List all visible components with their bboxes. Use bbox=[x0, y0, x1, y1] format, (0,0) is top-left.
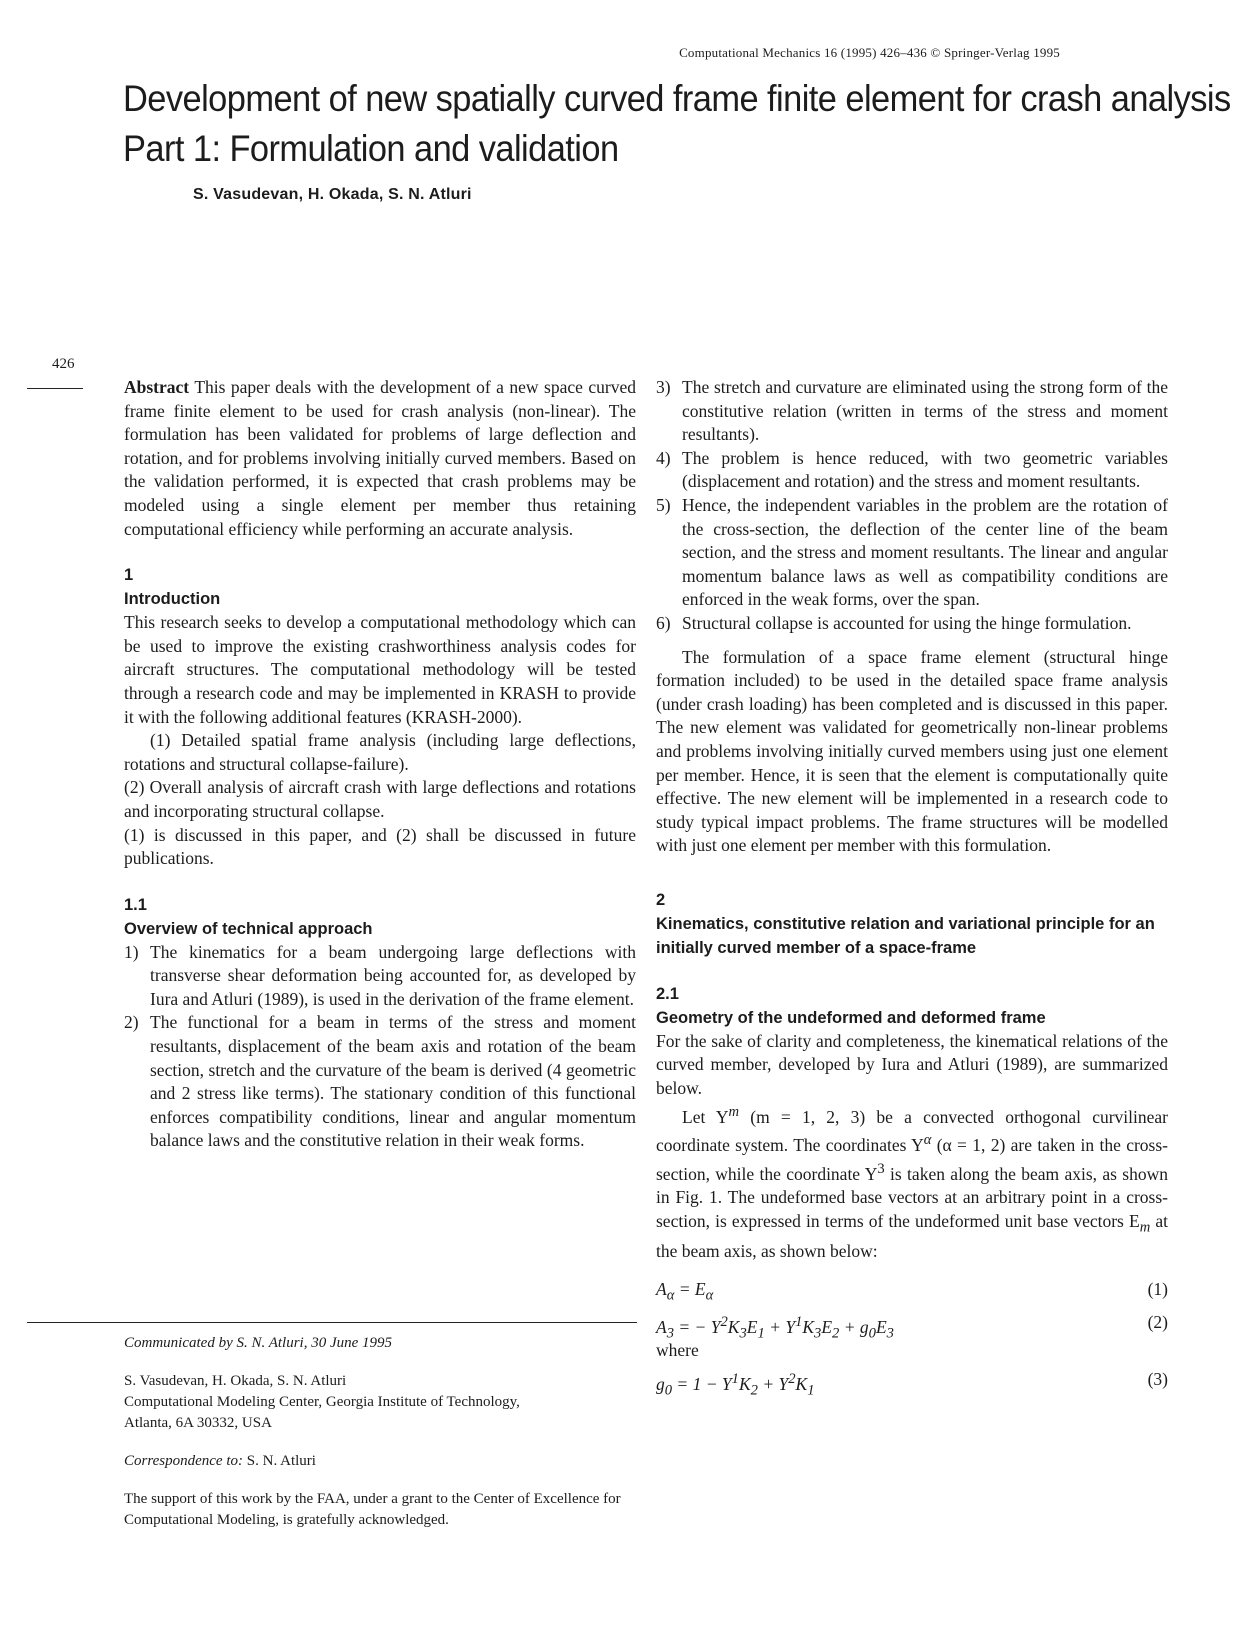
equation-1: $A_\alpha = E_\alpha$ (1) bbox=[656, 1273, 1168, 1306]
list-item: 6) Structural collapse is accounted for using the hinge formulation. bbox=[656, 612, 1132, 633]
equation-3: $g_0 = 1 - Y^1K_2 + Y^2K_1$ (3) bbox=[656, 1363, 1168, 1396]
title-line-2: Part 1: Formulation and validation bbox=[123, 128, 619, 169]
equation-number: (2) bbox=[1147, 1312, 1168, 1333]
list-item: 3) The stretch and curvature are eliminated using the strong form of the constitutive relation (written in terms of the stress and moment resultants). bbox=[656, 377, 1168, 445]
support-acknowledgement: The support of this work by the FAA, under a grant to the Center of Excellence for Computational Modeling, is gratefully acknowledged. bbox=[124, 1491, 621, 1528]
footnotes bbox=[124, 1333, 636, 1531]
section-2-1-title: Geometry of the undeformed and deformed frame bbox=[656, 1008, 1046, 1027]
geometry-paragraph-2: Let $Y^m$ (m = 1, 2, 3) be a convected orthogonal curvilinear coordinate system. The coordinates $Y^\alpha$ (α = 1, 2) are taken in the cross-section, while the coordinate $Y^3$ is taken along the beam axis, as shown in Fig. 1. The undeformed base vectors at an arbitrary point in a cross-section, is expressed in terms of the undeformed unit base vectors $E_m$ at the beam axis, as shown below: bbox=[656, 1103, 1169, 1261]
author-list: S. Vasudevan, H. Okada, S. N. Atluri bbox=[193, 186, 472, 203]
equation-2: $A_3$ = − $Y^2K_3E_1 + Y^1K_3E_2 + g_0E_3$ (2) bbox=[656, 1306, 1168, 1339]
section-1-title: Introduction bbox=[124, 590, 221, 609]
left-column bbox=[124, 376, 636, 1153]
geometry-paragraph-1: For the sake of clarity and completeness, the kinematical relations of the curved member, developed by Iura and Atluri (1989), are summarized below. bbox=[656, 1030, 1168, 1099]
equation-number: (1) bbox=[1147, 1279, 1168, 1300]
footnote-rule bbox=[27, 1322, 637, 1323]
right-column bbox=[656, 376, 1169, 1399]
margin-rule bbox=[27, 388, 83, 389]
section-1-number: 1 bbox=[124, 566, 134, 585]
intro-feature-1: (1) Detailed spatial frame analysis (including large deflections, rotations and structural collapse-failure). bbox=[124, 730, 636, 774]
intro-feature-2: (2) Overall analysis of aircraft crash with large deflections and rotations and incorporating structural collapse. bbox=[124, 777, 636, 821]
journal-citation: Computational Mechanics 16 (1995) 426–436 © Springer-Verlag 1995 bbox=[679, 45, 1060, 60]
approach-list-right bbox=[656, 376, 1168, 636]
affiliation-center: Computational Modeling Center, Georgia Institute of Technology, bbox=[124, 1394, 520, 1410]
section-1-1-title: Overview of technical approach bbox=[124, 919, 373, 938]
section-2-1-number: 2.1 bbox=[656, 984, 679, 1003]
abstract bbox=[124, 376, 636, 541]
list-item: 2) The functional for a beam in terms of the stress and moment resultants, displacement of the beam axis and rotation of the beam section, stretch and the curvature of the beam is derived (4 geometric and 2 stress like terms). The stationary condition of this functional enforces compatibility conditions, linear and angular momentum balance laws and the constitutive relation in their weak forms. bbox=[124, 1012, 636, 1151]
title-line-1: Development of new spatially curved frame finite element for crash analysis bbox=[123, 78, 1231, 119]
section-2-number: 2 bbox=[656, 890, 666, 909]
where-text: where bbox=[656, 1340, 699, 1361]
paper-title bbox=[123, 74, 1231, 174]
intro-closing: (1) is discussed in this paper, and (2) shall be discussed in future publications. bbox=[124, 824, 636, 869]
abstract-text: This paper deals with the development of a new space curved frame finite element to be used for crash analysis (non-linear). The formulation has been validated for problems of large deflection and rotation, and for problems involving initially curved members. Based on the validation performed, it is expected that crash problems may be modeled using a single element per member thus retaining computational efficiency while performing an accurate analysis. bbox=[124, 377, 636, 539]
list-item: 5) Hence, the independent variables in the problem are the rotation of the cross-section, the deflection of the center line of the beam section, and the stress and moment resultants. The linear and angular momentum balance laws as well as compatibility conditions are enforced in the weak forms, over the span. bbox=[656, 494, 1168, 610]
intro-paragraph: This research seeks to develop a computational methodology which can be used to improve the existing crashworthiness analysis codes for aircraft structures. The computational methodology will be tested through a research code and may be implemented in KRASH to provide it with the following additional features (KRASH-2000). bbox=[124, 612, 636, 727]
approach-list-left bbox=[124, 941, 636, 1153]
approach-closing-paragraph: The formulation of a space frame element (structural hinge formation included) to be used in the detailed space frame analysis (under crash loading) has been completed and is discussed in this paper. The new element was validated for geometrically non-linear problems and problems involving initially curved members using just one element per member. Hence, it is seen that the element is computationally quite effective. The new element will be implemented in a research code to study typical impact problems. The frame structures will be modelled with just one element per member with this formulation. bbox=[656, 646, 1168, 856]
equation-number: (3) bbox=[1147, 1368, 1168, 1389]
section-1-1-number: 1.1 bbox=[124, 895, 147, 914]
affiliation-city: Atlanta, 6A 30332, USA bbox=[124, 1415, 272, 1431]
affiliation-names: S. Vasudevan, H. Okada, S. N. Atluri bbox=[124, 1373, 347, 1389]
list-item: 4) The problem is hence reduced, with two geometric variables (displacement and rotation) and the stress and moment resultants. bbox=[656, 447, 1168, 492]
communicated-note: Communicated by S. N. Atluri, 30 June 1995 bbox=[124, 1335, 393, 1351]
section-2-title: Kinematics, constitutive relation and variational principle for an initially curved member of a space-frame bbox=[656, 914, 1155, 957]
page-number: 426 bbox=[52, 356, 75, 372]
abstract-label: Abstract bbox=[124, 377, 190, 397]
correspondence-note: Correspondence to: S. N. Atluri bbox=[124, 1453, 316, 1469]
list-item: 1) The kinematics for a beam undergoing large deflections with transverse shear deformation being accounted for, as developed by Iura and Atluri (1989), is used in the derivation of the frame element. bbox=[124, 941, 636, 1009]
